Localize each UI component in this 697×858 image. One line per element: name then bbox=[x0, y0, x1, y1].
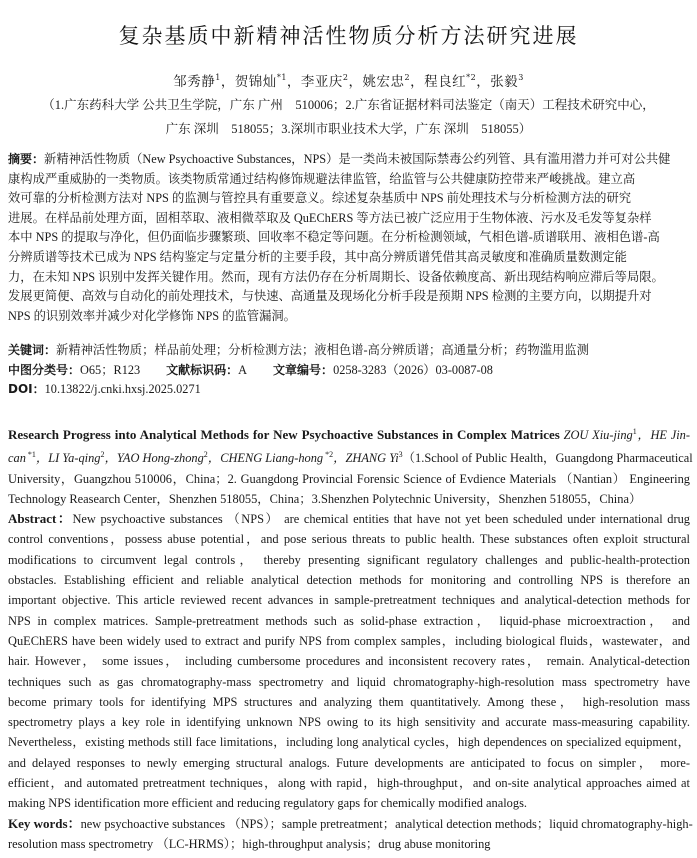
english-header-line bbox=[8, 445, 693, 468]
abstract-line: become primary tools for identifying MPS structures and analyzing them quantitatively. Among these， high-resolution mass bbox=[8, 694, 690, 709]
doc-code-value: A bbox=[238, 363, 248, 377]
author: 张毅$^3$ bbox=[490, 73, 524, 90]
abstract-line: 进展。在样品前处理方面，固相萃取、液相微萃取及 QuEChERS 等方法已被广泛应用于生物体液、污水及毛发等复杂样 bbox=[8, 210, 652, 225]
abstract-line: control conventions，possess abuse potential，and pose serious threats to public health. These substances often exploit structural bbox=[8, 532, 690, 547]
abstract-label: Abstract： bbox=[8, 511, 73, 527]
author: 贺锦灿$^{*1}$， bbox=[234, 73, 301, 90]
affiliation-line: 广东 深圳 518055；3.深圳市职业技术大学，广东 深圳 518055） bbox=[165, 122, 532, 136]
doi bbox=[8, 380, 201, 397]
article-no-value: 0258-3283（2026）03-0087-08 bbox=[333, 363, 493, 377]
abstract-line: efficient，and automated pretreatment techniques，along with rapid，high-throughput，and on-site analytical approaches aimed at bbox=[8, 776, 690, 791]
abstract-line: obstacles. Establishing efficient and reliable analytical detection methods for monitoring and controlling NPS is therefore an bbox=[8, 573, 690, 588]
english-affiliation: Technology Reasearch Center，Shenzhen 518055，China；3.Shenzhen Polytechnic University，Shenzhen 518055，China） bbox=[8, 491, 642, 506]
keywords-text: 新精神活性物质；样品前处理；分析检测方法；液相色谱-高分辨质谱；高通量分析；药物滥用监测 bbox=[56, 343, 589, 357]
abstract-line: 分辨质谱等技术已成为 NPS 结构鉴定与定量分析的主要手段，其中高分辨质谱凭借其高灵敏度和准确质量数测定能 bbox=[8, 249, 627, 264]
author: can $^{*1}$， bbox=[8, 450, 49, 466]
abstract-line: Abstract：New psychoactive substances （NPS） are chemical entities that have not yet been scheduled under international drug bbox=[8, 511, 690, 527]
author: ZOU Xiu-jing$^1$，HE Jin- bbox=[563, 427, 690, 442]
abstract-line: Nevertheless，existing methods still face limitations，including long analytical cycles，high dependences on specialized equipment， bbox=[8, 735, 690, 750]
chinese-keywords bbox=[8, 340, 589, 358]
author: 程良红$^{*2}$， bbox=[424, 73, 491, 90]
affiliation-line: （1.广东药科大学 公共卫生学院，广东 广州 510006；2.广东省证据材料司法鉴定（南天）工程技术研究中心， bbox=[42, 98, 655, 112]
abstract-label: 摘要： bbox=[8, 152, 45, 166]
abstract-line: spectrometry plays a key role in identifying unknown NPS owing to its high sensitivity and accurate mass-measuring capability. bbox=[8, 715, 690, 730]
abstract-line: hair. However， some issues， including cumbersome procedures and inconsistent recovery rates， remain. Analytical-detection bbox=[8, 654, 690, 669]
abstract-line: 力，在未知 NPS 识别中发挥关键作用。然而，现有方法仍存在分析周期长、设备依赖度高、新出现结构响应滞后等局限。 bbox=[8, 269, 664, 284]
keywords-label: Key words： bbox=[8, 815, 81, 831]
author-list bbox=[0, 70, 697, 90]
abstract-line: and delayed responses to newly emerging structural analogs. Future developments are anticipated to focus on simpler， more- bbox=[8, 755, 690, 770]
article-no-label: 文章编号： bbox=[273, 363, 334, 377]
english-header-line bbox=[8, 422, 690, 445]
abstract-line: 本中 NPS 的提取与净化，但仍面临步骤繁琐、回收率不稳定等问题。在分析检测领域，气相色谱-质谱联用、液相色谱-高 bbox=[8, 230, 660, 245]
abstract-line: modifications to circumvent legal controls， thereby presenting significant regulatory challenges and public-health-protection bbox=[8, 552, 690, 567]
abstract-line: 康构成严重威胁的一类物质。该类物质常通过结构修饰规避法律监管，给监管与公共健康防控带来严峻挑战。建立高 bbox=[8, 171, 636, 186]
english-section bbox=[8, 422, 693, 854]
author: 邹秀静$^1$， bbox=[173, 73, 235, 90]
paper-title: 复杂基质中新精神活性物质分析方法研究进展 bbox=[118, 24, 579, 48]
abstract-line: 摘要：新精神活性物质（New Psychoactive Substances，NPS）是一类尚未被国际禁毒公约列管、具有滥用潜力并可对公共健 bbox=[8, 152, 671, 166]
english-affiliation: University，Guangzhou 510006，China；2. Guangdong Provincial Forensic Science of Evdience Materials （Nantian） Engineering bbox=[8, 471, 690, 486]
abstract-line: 效可靠的分析检测方法对 NPS 的监测与管控具有重要意义。综述复杂基质中 NPS 前处理技术与分析检测方法的研究 bbox=[8, 191, 632, 206]
author: YAO Hong-zhong$^2$， bbox=[116, 450, 221, 466]
clc-label: 中图分类号： bbox=[8, 363, 81, 377]
author: 李亚庆$^2$， bbox=[300, 73, 363, 90]
clc-value: O65；R123 bbox=[80, 363, 141, 377]
english-title: Research Progress into Analytical Methods for New Psychoactive Substances in Complex Matrices bbox=[8, 427, 560, 442]
english-keywords: Key words：new psychoactive substances （NPS）；sample pretreatment；analytical detection methods；liquid chromatography-high- bbox=[8, 815, 693, 831]
abstract-line: QuEChERS have been widely used to extract and purify NPS from complex samples，including biological fluids，wastewater，and bbox=[8, 633, 690, 648]
doi-label: DOI： bbox=[8, 382, 45, 396]
abstract-line: NPS in complex matrices. Sample-pretreatment methods such as solid-phase extraction， liquid-phase microextraction， and bbox=[8, 613, 690, 628]
author: CHENG Liang-hong $^{*2}$， bbox=[220, 450, 346, 466]
author: ZHANG Yi$^3$ bbox=[345, 450, 403, 466]
chinese-abstract bbox=[8, 150, 690, 326]
abstract-line: techniques such as gas chromatography-mass spectrometry and liquid chromatography-high-resolution mass spectrometry have bbox=[8, 674, 690, 689]
doi-value[interactable]: 10.13822/j.cnki.hxsj.2025.0271 bbox=[44, 382, 201, 396]
keywords-label: 关键词： bbox=[8, 343, 57, 357]
abstract-line: NPS 的识别效率并减少对化学修饰 NPS 的监管漏洞。 bbox=[8, 308, 296, 323]
classification-info bbox=[8, 360, 493, 378]
english-affiliation: （1.School of Public Health，Guangdong Pharmaceutical bbox=[402, 451, 693, 466]
author: 姚宏忠$^2$， bbox=[362, 73, 425, 90]
abstract-line: making NPS identification more efficient and reducing regulatory gaps for chemically modified analogs. bbox=[8, 796, 527, 811]
english-keywords: resolution mass spectrometry （LC-HRMS）；high-throughput analysis；drug abuse monitoring bbox=[8, 836, 491, 851]
author: LI Ya-qing$^2$， bbox=[48, 450, 117, 466]
doc-code-label: 文献标识码： bbox=[166, 363, 239, 377]
abstract-line: important objective. This article reviewed recent advances in sample-pretreatment techniques and analytical-detection methods for bbox=[8, 593, 690, 608]
abstract-line: 发展更简便、高效与自动化的前处理技术，与快速、高通量及现场化分析手段是预期 NPS 检测的主要方向，以期提升对 bbox=[8, 289, 652, 304]
